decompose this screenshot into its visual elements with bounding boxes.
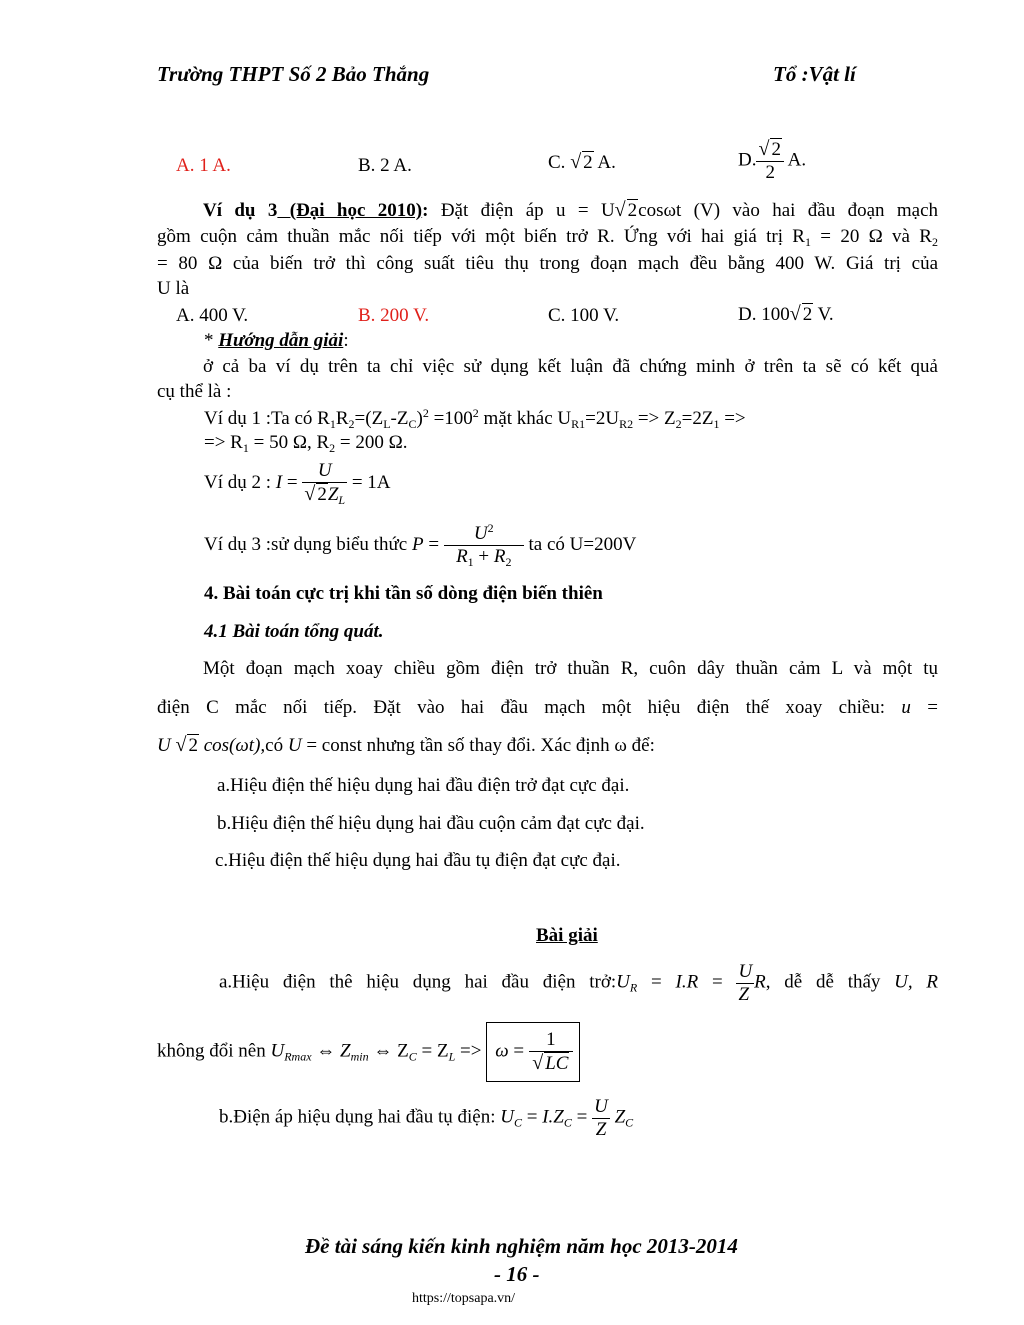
section4-item-a: a.Hiệu điện thế hiệu dụng hai đầu điện trở đạt cực đại. bbox=[217, 775, 630, 796]
ex3-option-b: B. 200 V. bbox=[358, 305, 430, 326]
guide-ex1-line1: Ví dụ 1 :Ta có $R_1R_2=(Z_L-Z_C)^2 =100^2$ mặt khác $U_{R1}=2U_{R2} => Z_2=2Z_1$ => bbox=[204, 406, 746, 431]
ex3-option-d: D. 100√ 2 V. bbox=[738, 303, 834, 325]
section4-para-line1: Một đoạn mạch xoay chiều gồm điện trở thuần R, cuôn dây thuần cảm L và một tụ bbox=[203, 658, 938, 679]
solution-c-line: b.Điện áp hiệu dụng hai đầu tụ điện: $U_C = I.Z_C$ = $\frac{U}{Z}$ $Z_C$ bbox=[219, 1096, 634, 1140]
guide-para-line2: cụ thể là : bbox=[157, 381, 232, 402]
guide-ex1-line2: => $R_1 = 50$ Ω, $R_2 = 200$ Ω. bbox=[204, 432, 408, 455]
footer-title: Đề tài sáng kiến kinh nghiệm năm học 2013-2014 bbox=[305, 1234, 738, 1258]
section4-item-b: b.Hiệu điện thế hiệu dụng hai đầu cuộn cảm đạt cực đại. bbox=[217, 813, 645, 834]
ex3-option-a: A. 400 V. bbox=[176, 305, 249, 326]
ex3-line1: Ví dụ 3 (Đại học 2010): Đặt điện áp u = U√ 2cosωt (V) vào hai đầu đoạn mạch bbox=[203, 199, 939, 221]
q2-option-c: C. √ 2 A. bbox=[548, 151, 616, 173]
section4-para-line3: U √ 2 cos(ωt),có U = const nhưng tần số thay đổi. Xác định ω để: bbox=[157, 734, 655, 756]
ex3-line4: U là bbox=[157, 278, 190, 299]
solution-a-line: a.Hiệu điện thê hiệu dụng hai đầu điện $trở:U_R = I.R$ = $\frac{U}{Z}$ R, dễ dễ thấy U, R bbox=[219, 961, 939, 1005]
q2-option-d: D. $\frac{√ 2}{2}$ A. bbox=[738, 138, 807, 183]
page-number: - 16 - bbox=[494, 1262, 540, 1286]
solution-title: Bài giải bbox=[536, 925, 598, 946]
ex3-line2: gồm cuộn cảm thuần mắc nối tiếp với một biến trở R. Ứng với hai giá trị $R_1 = 20$ Ω và $R_2$ bbox=[157, 226, 938, 249]
header-department: Tổ :Vật lí bbox=[773, 62, 856, 86]
section4-para-line2: điện C mắc nối tiếp. Đặt vào hai đầu mạch một hiệu điện thế xoay chiều: u = bbox=[157, 697, 938, 718]
ex3-option-c: C. 100 V. bbox=[548, 305, 620, 326]
section4-item-c: c.Hiệu điện thế hiệu dụng hai đầu tụ điện đạt cực đại. bbox=[215, 850, 621, 871]
section4-subtitle: 4.1 Bài toán tổng quát. bbox=[204, 621, 384, 642]
guide-ex3: Ví dụ 3 :sử dụng biểu thức P = $\frac{U^2}{R_1 + R_2}$ ta có U=200V bbox=[204, 521, 637, 569]
guide-ex2: Ví dụ 2 : I = $\frac{U}{√ 2Z_L}$ = 1A bbox=[204, 460, 391, 507]
ex3-line3: = 80 Ω của biến trở thì công suất tiêu thụ trong đoạn mạch đều bằng 400 W. Giá trị của bbox=[157, 253, 938, 274]
q2-option-b: B. 2 A. bbox=[358, 155, 412, 176]
header-school: Trường THPT Số 2 Bảo Thắng bbox=[157, 62, 430, 86]
q2-option-a: A. 1 A. bbox=[176, 155, 231, 176]
solution-b-line: không đổi nên $U_{Rmax}$ ⇔ $Z_{min}$ ⇔ $Z_C = Z_L => \omega$ = $\frac{1}{√ LC}$ bbox=[157, 1022, 580, 1082]
guide-para-line1: ở cả ba ví dụ trên ta chỉ việc sử dụng kết luận đã chứng minh ở trên ta sẽ có kết quả bbox=[203, 356, 938, 377]
guide-heading: * Hướng dẫn giải: bbox=[204, 330, 349, 351]
footer-url[interactable]: https://topsapa.vn/ bbox=[412, 1291, 516, 1306]
section4-title: 4. Bài toán cực trị khi tần số dòng điện biến thiên bbox=[204, 583, 603, 604]
omega-result-box: ω = $\frac{1}{√ LC}$ bbox=[486, 1022, 580, 1082]
